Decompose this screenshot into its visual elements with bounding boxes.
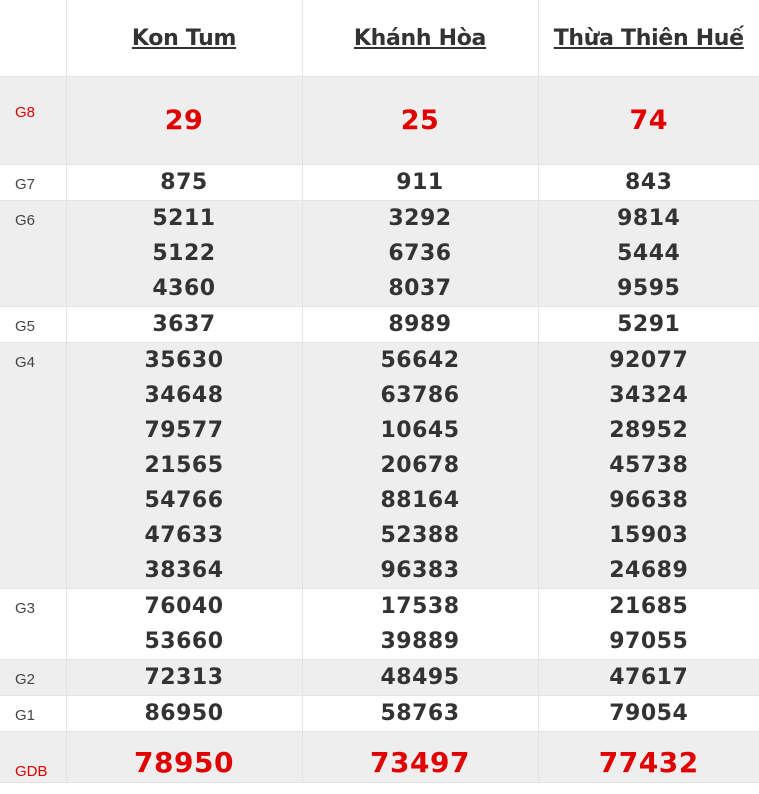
province-link-khanh-hoa[interactable]: Khánh Hòa xyxy=(354,26,486,51)
special-prize-number: 73497 xyxy=(303,732,538,782)
prize-number: 15903 xyxy=(539,518,759,553)
prize-row-g7 xyxy=(0,165,759,201)
header-province-1 xyxy=(66,0,302,77)
prize-row-g2 xyxy=(0,660,759,696)
prize-number: 9814 xyxy=(539,201,759,236)
prize-number: 63786 xyxy=(303,378,538,413)
prize-label-g3: G3 xyxy=(0,589,66,660)
prize-number: 96383 xyxy=(303,553,538,588)
prize-cell xyxy=(538,343,759,589)
prize-number: 5291 xyxy=(539,307,759,342)
prize-cell xyxy=(66,77,302,165)
prize-row-gdb xyxy=(0,732,759,783)
header-province-3 xyxy=(538,0,759,77)
prize-number: 4360 xyxy=(67,271,302,306)
prize-cell xyxy=(538,696,759,732)
special-prize-number: 78950 xyxy=(67,732,302,782)
prize-number: 56642 xyxy=(303,343,538,378)
prize-number: 875 xyxy=(67,165,302,200)
prize-number: 10645 xyxy=(303,413,538,448)
prize-cell xyxy=(66,307,302,343)
prize-number: 92077 xyxy=(539,343,759,378)
prize-cell xyxy=(66,732,302,783)
prize-cell xyxy=(66,343,302,589)
prize-number: 58763 xyxy=(303,696,538,731)
prize-cell xyxy=(302,343,538,589)
prize-number: 79577 xyxy=(67,413,302,448)
prize-number: 52388 xyxy=(303,518,538,553)
special-prize-number: 77432 xyxy=(539,732,759,782)
prize-number: 53660 xyxy=(67,624,302,659)
prize-number: 34324 xyxy=(539,378,759,413)
prize-cell xyxy=(302,307,538,343)
prize-label-gdb: GDB xyxy=(0,732,66,783)
header-blank-cell xyxy=(0,0,66,77)
prize-number: 17538 xyxy=(303,589,538,624)
prize-number: 29 xyxy=(67,106,302,136)
prize-cell xyxy=(538,732,759,783)
prize-cell xyxy=(66,201,302,307)
prize-number: 9595 xyxy=(539,271,759,306)
prize-number: 72313 xyxy=(67,660,302,695)
header-row xyxy=(0,0,759,77)
prize-cell xyxy=(302,660,538,696)
prize-number: 38364 xyxy=(67,553,302,588)
prize-number: 6736 xyxy=(303,236,538,271)
prize-number: 79054 xyxy=(539,696,759,731)
prize-cell xyxy=(66,660,302,696)
prize-number: 28952 xyxy=(539,413,759,448)
prize-row-g4 xyxy=(0,343,759,589)
prize-label-g6: G6 xyxy=(0,201,66,307)
prize-label-g4: G4 xyxy=(0,343,66,589)
prize-number: 8989 xyxy=(303,307,538,342)
prize-cell xyxy=(538,307,759,343)
prize-label-g7: G7 xyxy=(0,165,66,201)
prize-number: 843 xyxy=(539,165,759,200)
prize-cell xyxy=(538,165,759,201)
prize-cell xyxy=(538,660,759,696)
prize-row-g3 xyxy=(0,589,759,660)
province-link-kon-tum[interactable]: Kon Tum xyxy=(132,26,236,51)
prize-number: 45738 xyxy=(539,448,759,483)
prize-number: 8037 xyxy=(303,271,538,306)
prize-number: 35630 xyxy=(67,343,302,378)
prize-number: 24689 xyxy=(539,553,759,588)
prize-cell xyxy=(302,732,538,783)
prize-row-g5 xyxy=(0,307,759,343)
prize-number: 3637 xyxy=(67,307,302,342)
prize-number: 21685 xyxy=(539,589,759,624)
prize-cell xyxy=(302,165,538,201)
prize-number: 54766 xyxy=(67,483,302,518)
prize-number: 911 xyxy=(303,165,538,200)
prize-number: 48495 xyxy=(303,660,538,695)
prize-number: 3292 xyxy=(303,201,538,236)
prize-row-g8 xyxy=(0,77,759,165)
prize-number: 5122 xyxy=(67,236,302,271)
prize-cell xyxy=(302,77,538,165)
prize-cell xyxy=(66,165,302,201)
prize-cell xyxy=(538,201,759,307)
prize-row-g6 xyxy=(0,201,759,307)
prize-row-g1 xyxy=(0,696,759,732)
prize-number: 25 xyxy=(303,106,538,136)
prize-cell xyxy=(538,77,759,165)
prize-cell xyxy=(66,696,302,732)
prize-number: 86950 xyxy=(67,696,302,731)
prize-number: 39889 xyxy=(303,624,538,659)
prize-cell xyxy=(302,589,538,660)
prize-number: 76040 xyxy=(67,589,302,624)
prize-label-g5: G5 xyxy=(0,307,66,343)
prize-number: 21565 xyxy=(67,448,302,483)
prize-number: 20678 xyxy=(303,448,538,483)
province-link-thua-thien-hue[interactable]: Thừa Thiên Huế xyxy=(554,26,744,51)
prize-number: 34648 xyxy=(67,378,302,413)
prize-number: 97055 xyxy=(539,624,759,659)
prize-number: 47617 xyxy=(539,660,759,695)
prize-number: 96638 xyxy=(539,483,759,518)
prize-cell xyxy=(302,201,538,307)
prize-label-g8: G8 xyxy=(0,77,66,165)
header-province-2 xyxy=(302,0,538,77)
prize-cell xyxy=(66,589,302,660)
prize-cell xyxy=(302,696,538,732)
prize-number: 47633 xyxy=(67,518,302,553)
prize-label-g1: G1 xyxy=(0,696,66,732)
prize-number: 88164 xyxy=(303,483,538,518)
prize-number: 5211 xyxy=(67,201,302,236)
prize-number: 74 xyxy=(539,106,759,136)
prize-label-g2: G2 xyxy=(0,660,66,696)
prize-cell xyxy=(538,589,759,660)
prize-number: 5444 xyxy=(539,236,759,271)
